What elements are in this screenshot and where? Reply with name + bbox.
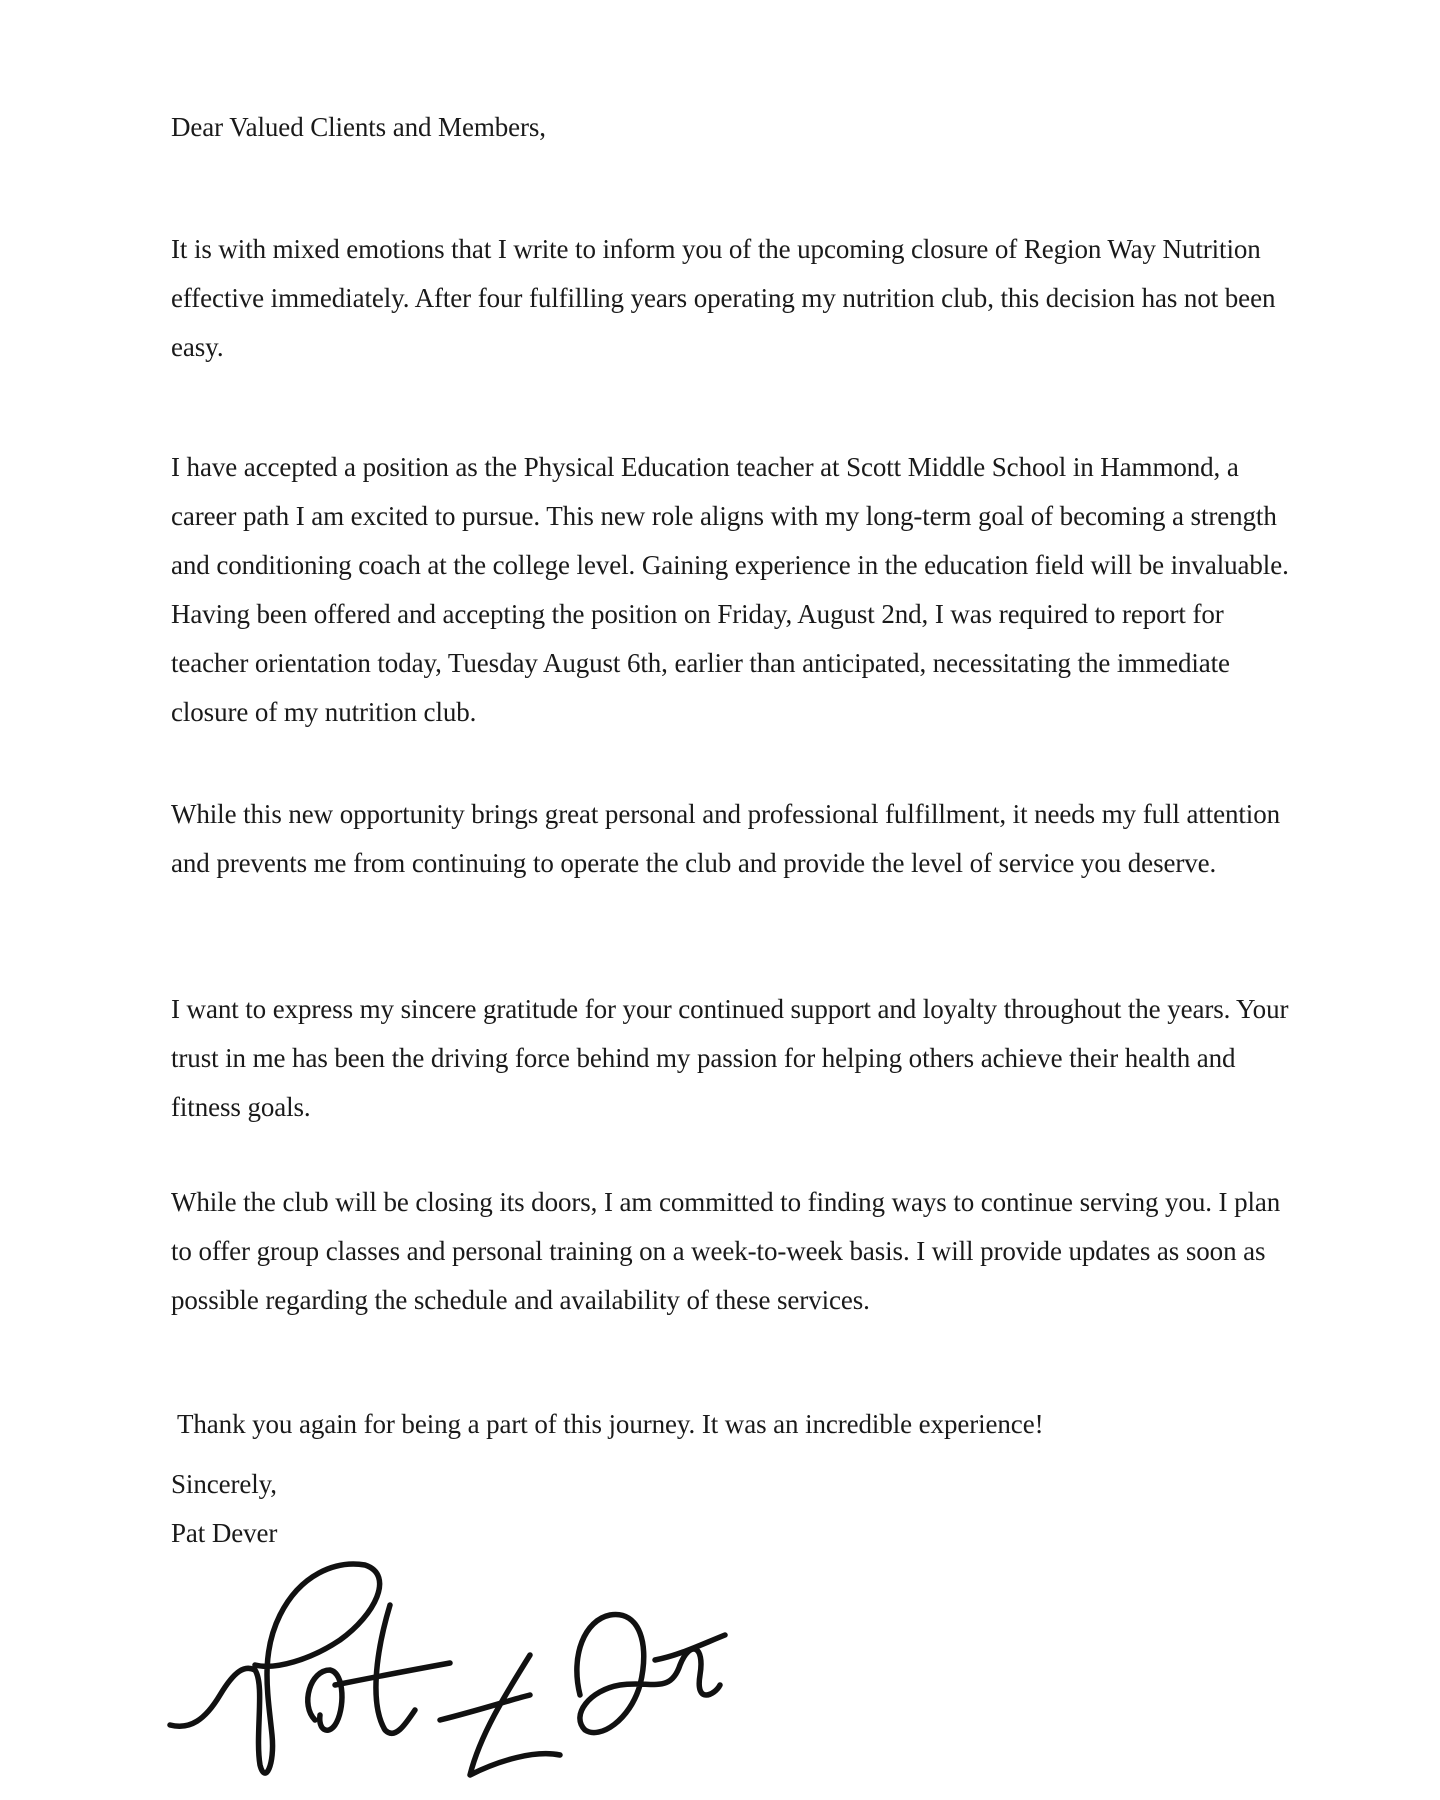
signature-stroke-a [308, 1670, 342, 1730]
signature-stroke-p [170, 1564, 380, 1773]
signature-stroke-ever-cross [655, 1635, 725, 1660]
signature-stroke-ever [577, 1615, 720, 1733]
closing-thanks: Thank you again for being a part of this journey. It was an incredible experience! [177, 1409, 1044, 1439]
signature-stroke-d [470, 1655, 560, 1775]
handwritten-signature [160, 1545, 860, 1785]
paragraph-new-position: I have accepted a position as the Physical Education teacher at Scott Middle School in Hammond, a career path I am excited to pursue. This new role aligns with my long-term goal of becoming a strength and conditioning coach at the college level. Gaining experience in the education field will be invaluable. Having been offered and accepting the position on Friday, August 2nd, I was required to report for teacher orientation today, Tuesday August 6th, earlier than anticipated, necessitating the immediate closure of my nutrition club. [171, 452, 1289, 727]
paragraph-closure-announcement: It is with mixed emotions that I write to inform you of the upcoming closure of Region Way Nutrition effective immediately. After four fulfilling years operating my nutrition club, this decision has not been easy. [171, 234, 1276, 362]
salutation: Dear Valued Clients and Members, [171, 112, 546, 142]
signature-stroke-t-cross [335, 1663, 450, 1685]
signer-name: Pat Dever [171, 1518, 278, 1548]
signature-stroke-dash [440, 1695, 530, 1720]
paragraph-future-services: While the club will be closing its doors, I am committed to finding ways to continue serving you. I plan to offer group classes and personal training on a week-to-week basis. I will provide updates as soon as possible regarding the schedule and availability of these services. [171, 1187, 1281, 1315]
paragraph-gratitude: I want to express my sincere gratitude for your continued support and loyalty throughout the years. Your trust in me has been the driving force behind my passion for helping others achieve their health and fitness goals. [171, 994, 1289, 1122]
sign-off-block [171, 1460, 1301, 1558]
sign-off-word: Sincerely, [171, 1469, 277, 1499]
paragraph-opportunity: While this new opportunity brings great personal and professional fulfillment, it needs my full attention and prevents me from continuing to operate the club and provide the level of service you deserve. [171, 799, 1281, 878]
